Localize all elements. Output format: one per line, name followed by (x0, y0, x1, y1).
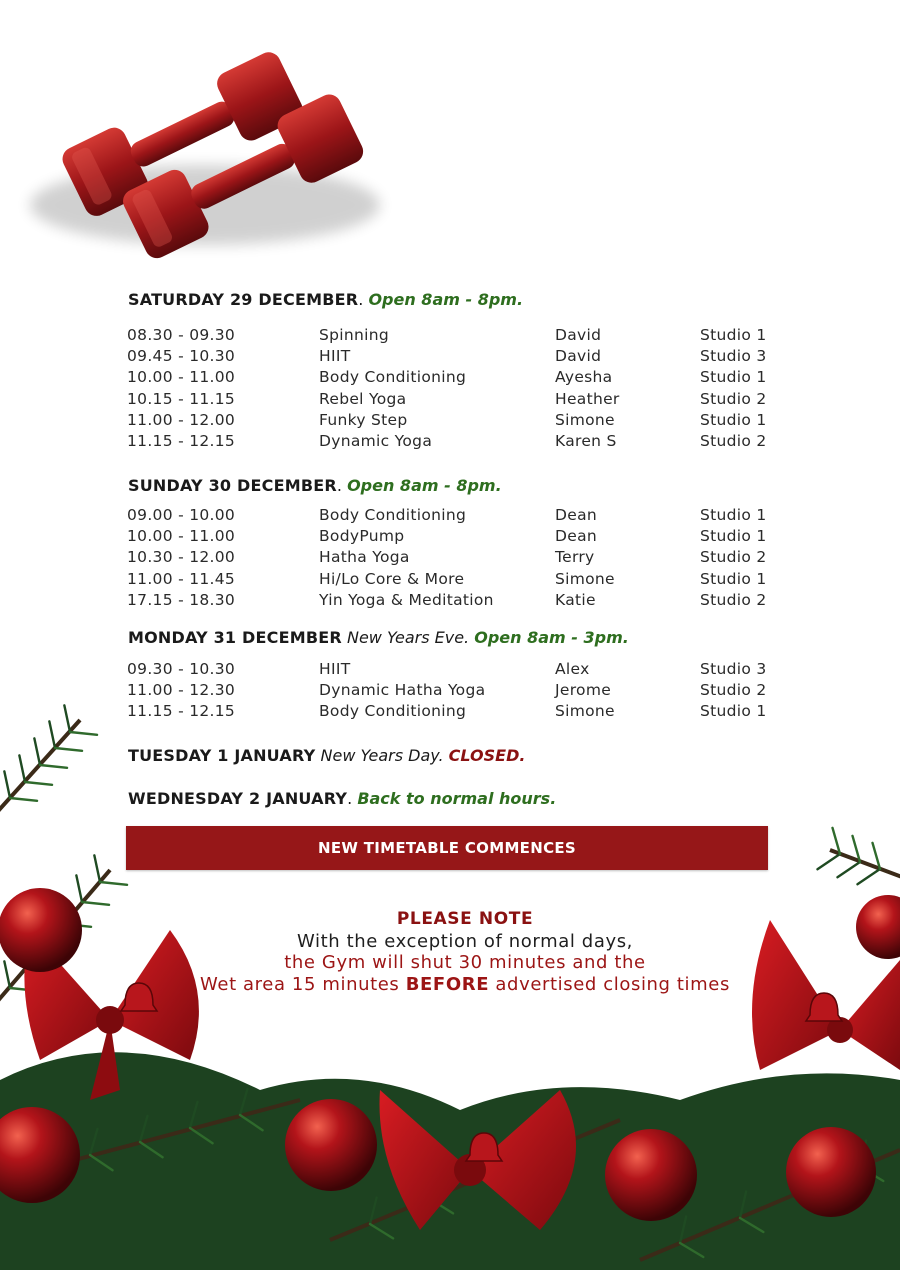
studio: Studio 2 (700, 590, 767, 609)
class-name: Dynamic Hatha Yoga (319, 681, 486, 700)
studio: Studio 2 (700, 389, 767, 408)
opening-hours: Open 8am - 8pm. (368, 290, 524, 309)
studio: Studio 3 (700, 347, 767, 366)
please-note-line: the Gym will shut 30 minutes and the (284, 952, 646, 973)
instructor: Alex (555, 660, 590, 678)
schedule-row (127, 390, 807, 411)
class-name: Spinning (319, 326, 390, 344)
day-title: SUNDAY 30 DECEMBER (128, 476, 337, 495)
class-time: 11.00 - 12.00 (127, 410, 236, 429)
studio: Studio 1 (700, 527, 767, 546)
schedule-row (127, 368, 807, 389)
day-title: SATURDAY 29 DECEMBER (128, 290, 359, 309)
class-name: HIIT (319, 660, 351, 678)
instructor: Dean (555, 506, 597, 524)
class-time: 11.15 - 12.15 (127, 702, 236, 721)
studio: Studio 2 (700, 548, 767, 567)
class-name: Body Conditioning (319, 368, 467, 387)
class-time: 11.15 - 12.15 (127, 431, 236, 450)
instructor: Dean (555, 527, 597, 546)
instructor: David (555, 326, 602, 344)
schedule-row (127, 570, 807, 591)
instructor: Simone (555, 702, 615, 721)
class-time: 10.00 - 11.00 (127, 527, 236, 546)
day-separator: . (347, 789, 358, 808)
note-text: Wet area 15 minutes (200, 973, 406, 995)
day-note: New Years Day. (320, 746, 449, 765)
please-note-line (0, 974, 900, 996)
please-note-line: With the exception of normal days, (296, 930, 633, 952)
opening-hours: Open 8am - 8pm. (347, 476, 502, 495)
instructor: Simone (555, 569, 615, 588)
day-separator: . (358, 290, 369, 309)
note-emphasis: BEFORE (405, 973, 490, 995)
day-separator: . (336, 476, 348, 495)
please-note-title: PLEASE NOTE (396, 909, 534, 929)
class-time: 10.30 - 12.00 (127, 548, 236, 567)
instructor: Jerome (555, 681, 612, 700)
studio: Studio 3 (700, 660, 767, 678)
class-time: 08.30 - 09.30 (127, 326, 236, 344)
schedule-row (127, 527, 807, 548)
schedule-row (127, 506, 807, 527)
schedule-row (127, 411, 807, 432)
class-name: BodyPump (319, 527, 405, 546)
please-note (0, 909, 900, 995)
instructor: David (555, 347, 602, 366)
schedule-sunday (127, 506, 807, 612)
class-name: HIIT (319, 347, 351, 366)
instructor: Heather (555, 389, 620, 408)
class-time: 17.15 - 18.30 (127, 590, 236, 609)
day-note: New Years Eve. (346, 628, 475, 647)
class-time: 09.30 - 10.30 (127, 660, 236, 678)
day-title: MONDAY 31 DECEMBER (128, 628, 342, 647)
schedule-row (127, 702, 807, 723)
class-time: 09.00 - 10.00 (127, 506, 236, 524)
schedule-row (127, 548, 807, 569)
instructor: Karen S (555, 431, 617, 450)
schedule-row (127, 681, 807, 702)
class-name: Body Conditioning (319, 702, 467, 721)
studio: Studio 1 (700, 702, 767, 721)
day-heading-monday (128, 628, 629, 647)
class-name: Dynamic Yoga (319, 431, 433, 450)
schedule-row (127, 432, 807, 453)
instructor: Terry (555, 548, 595, 567)
class-name: Hi/Lo Core & More (319, 569, 465, 588)
class-name: Rebel Yoga (319, 389, 407, 408)
note-text: advertised closing times (489, 973, 730, 995)
class-time: 11.00 - 11.45 (127, 569, 236, 588)
opening-hours: Open 8am - 3pm. (474, 628, 629, 647)
studio: Studio 1 (700, 569, 767, 588)
opening-hours: Back to normal hours. (357, 789, 557, 808)
studio: Studio 1 (700, 410, 767, 429)
studio: Studio 1 (700, 506, 767, 524)
class-time: 10.15 - 11.15 (127, 389, 236, 408)
studio: Studio 2 (700, 681, 767, 700)
class-name: Funky Step (319, 410, 408, 429)
instructor: Katie (555, 590, 596, 609)
studio: Studio 1 (700, 326, 767, 344)
studio: Studio 1 (700, 368, 767, 387)
new-timetable-banner: NEW TIMETABLE COMMENCES (126, 826, 768, 870)
class-time: 09.45 - 10.30 (127, 347, 236, 366)
instructor: Simone (555, 410, 615, 429)
studio: Studio 2 (700, 431, 767, 450)
day-heading-tuesday (128, 746, 525, 765)
closed-label: CLOSED. (448, 746, 526, 765)
day-heading-sunday (128, 476, 502, 495)
schedule-monday (127, 660, 807, 724)
class-name: Body Conditioning (319, 506, 467, 524)
instructor: Ayesha (555, 368, 613, 387)
class-time: 11.00 - 12.30 (127, 681, 236, 700)
schedule-row (127, 347, 807, 368)
day-title: WEDNESDAY 2 JANUARY (128, 789, 348, 808)
schedule-row (127, 326, 807, 347)
class-name: Yin Yoga & Meditation (319, 590, 494, 609)
class-name: Hatha Yoga (319, 548, 410, 567)
day-title: TUESDAY 1 JANUARY (128, 746, 316, 765)
schedule-saturday (127, 326, 807, 453)
class-time: 10.00 - 11.00 (127, 368, 236, 387)
day-heading-wednesday (128, 789, 556, 808)
schedule-row (127, 660, 807, 681)
day-heading-saturday (128, 290, 523, 309)
schedule-row (127, 591, 807, 612)
